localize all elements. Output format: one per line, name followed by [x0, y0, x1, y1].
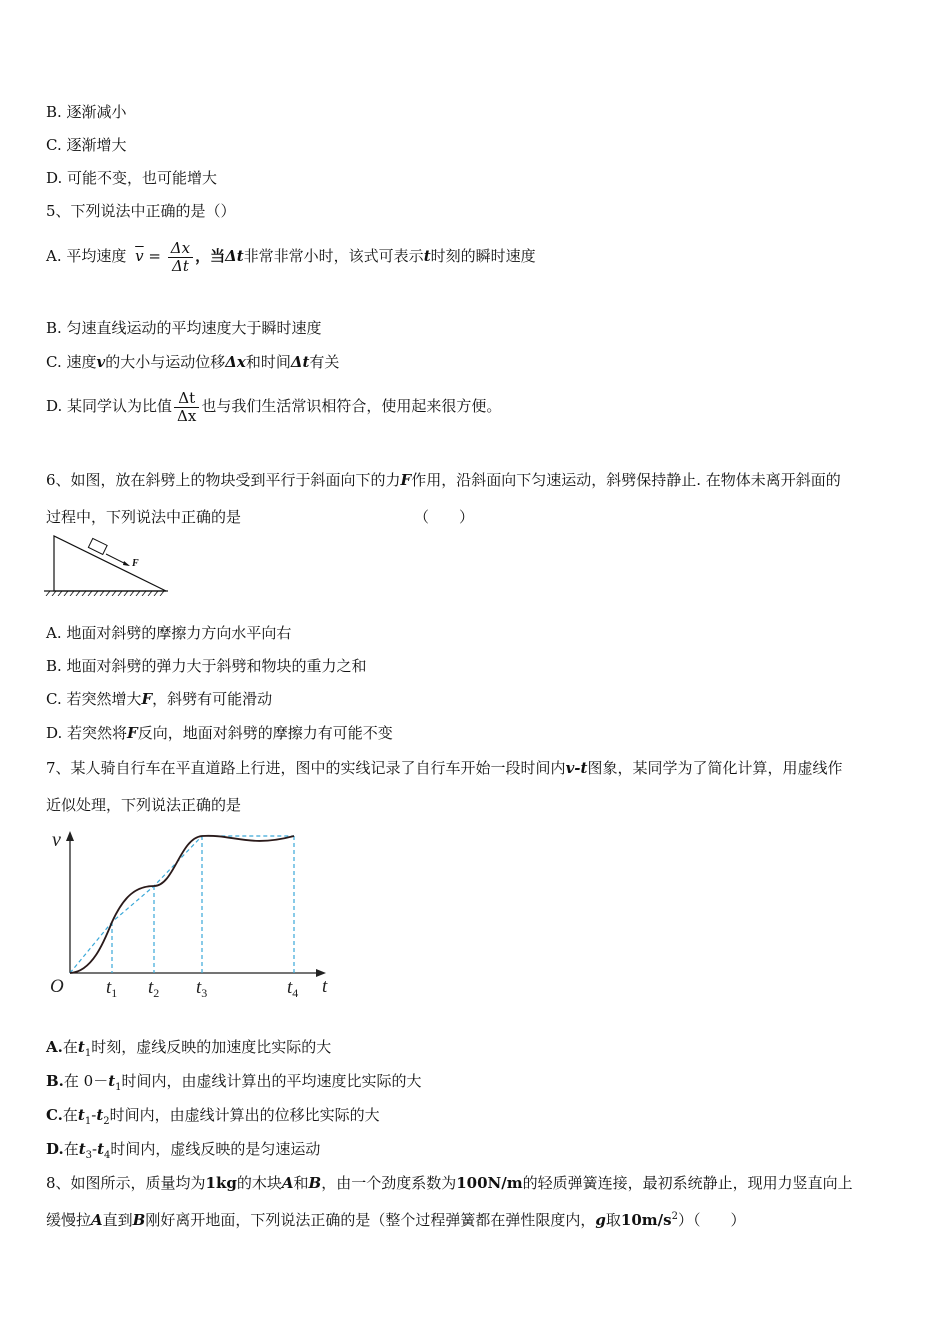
q8-stem-line1: 8、如图所示，质量均为1kg的木块A和B，由一个劲度系数为100N/m的轻质弹簧连接，最初系统静止，现用力竖直向上	[46, 1174, 853, 1192]
q6-stem-line1: 6、如图，放在斜劈上的物块受到平行于斜面向下的力F作用，沿斜面向下匀速运动，斜劈保持静止. 在物体未离开斜面的	[46, 471, 841, 489]
q6-answer-paren: （ ）	[414, 508, 475, 526]
dashed-approximation	[70, 836, 294, 973]
q5-option-b: B. 匀速直线运动的平均速度大于瞬时速度	[46, 319, 322, 337]
vt-graph	[44, 826, 334, 1002]
q5-option-c: C. 速度v的大小与运动位移Δx和时间Δt有关	[46, 353, 340, 371]
tick-t4: $t_4$	[287, 977, 299, 1000]
q5-option-d: D. 某同学认为比值 $\frac{\Delta t}{\Delta x}$ 也与我们生活常识相符合，使用起来很方便。	[46, 388, 502, 425]
q6-option-d: D. 若突然将F反向，地面对斜劈的摩擦力有可能不变	[46, 724, 393, 742]
q6-option-a: A. 地面对斜劈的摩擦力方向水平向右	[46, 624, 292, 642]
force-arrowhead	[123, 561, 130, 566]
v-axis-arrow	[66, 831, 74, 841]
tick-t2: $t_2$	[148, 977, 160, 1000]
q7-option-d: D.在$t_3-t_4$时间内，虚线反映的是匀速运动	[46, 1140, 321, 1161]
wedge	[54, 536, 166, 591]
q5-option-a: A. 平均速度 $\overline{v}$ = $\frac{\Delta x}{\Delta t}$ ，当Δt非常非常小时，该式可表示t时刻的瞬时速度	[46, 238, 536, 275]
ground-hatch	[46, 591, 164, 596]
q5-fraction-d: $\frac{\Delta t}{\Delta x}$	[174, 390, 199, 425]
q8-stem-line2: 缓慢拉A直到B刚好离开地面，下列说法正确的是（整个过程弹簧都在弹性限度内，g取$10m/s^2$）（ ）	[46, 1211, 746, 1229]
avg-velocity-symbol: $\overline{v}$	[135, 247, 144, 265]
q6-option-b: B. 地面对斜劈的弹力大于斜劈和物块的重力之和	[46, 657, 367, 675]
force-label: F	[132, 558, 139, 569]
q5-fraction-a: $\frac{\Delta x}{\Delta t}$	[168, 240, 193, 275]
tick-t3: $t_3$	[196, 977, 208, 1000]
q7-option-a: A.在$t_1$时刻，虚线反映的加速度比实际的大	[46, 1038, 332, 1059]
q4-option-c: C. 逐渐增大	[46, 136, 127, 154]
q7-stem-line2: 近似处理，下列说法正确的是	[46, 796, 242, 814]
t-axis-label: t	[322, 976, 328, 997]
q5-stem: 5、下列说法中正确的是（）	[46, 202, 236, 220]
origin-label: O	[50, 976, 64, 997]
q6-option-c: C. 若突然增大F，斜劈有可能滑动	[46, 690, 273, 708]
q4-option-d: D. 可能不变，也可能增大	[46, 169, 218, 187]
tick-t1: $t_1$	[106, 977, 118, 1000]
q7-stem-line1: 7、某人骑自行车在平直道路上行进，图中的实线记录了自行车开始一段时间内v-t图象，某同学为了简化计算，用虚线作	[46, 759, 843, 777]
block	[88, 538, 107, 554]
q7-option-b: B.在 $0-t_1$时间内，由虚线计算出的平均速度比实际的大	[46, 1072, 422, 1093]
q6-stem-line2: 过程中，下列说法中正确的是	[46, 508, 242, 526]
q4-option-b: B. 逐渐减小	[46, 103, 127, 121]
incline-figure	[44, 534, 170, 596]
v-axis-label: v	[52, 829, 61, 851]
q7-option-c: C.在$t_1-t_2$时间内，由虚线计算出的位移比实际的大	[46, 1106, 380, 1127]
